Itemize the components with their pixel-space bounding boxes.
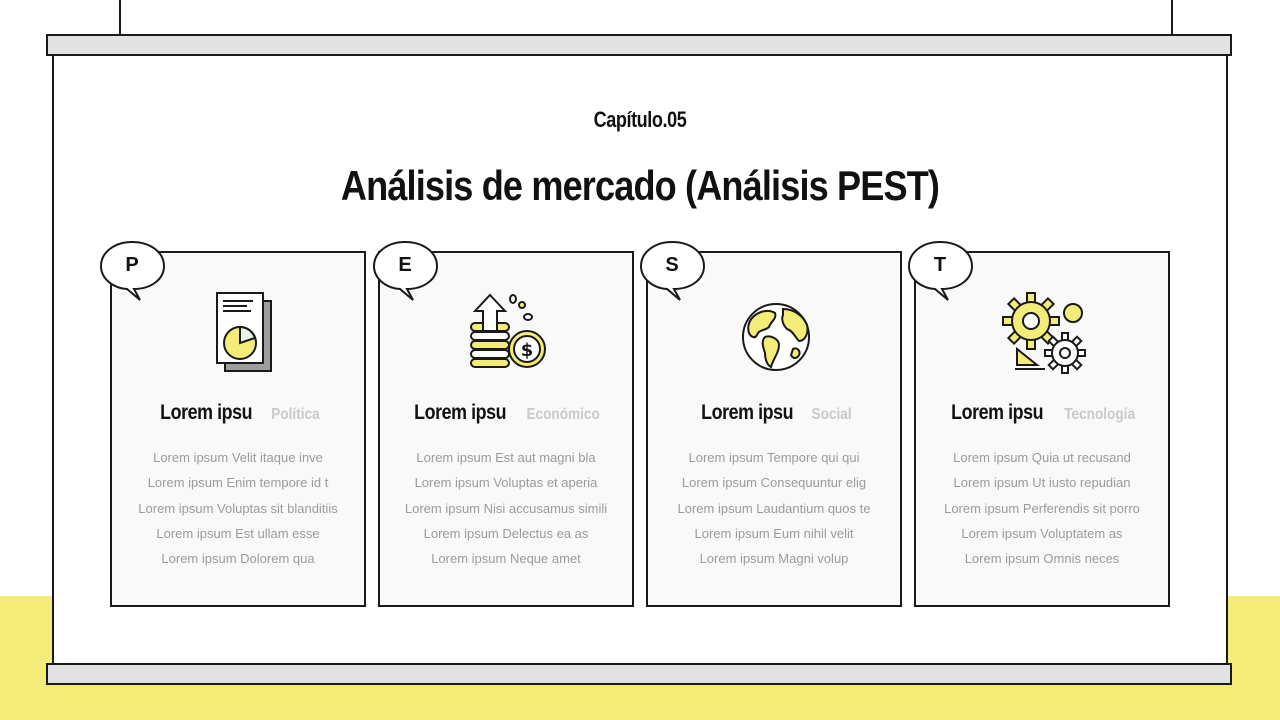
- hanger-line-right: [1171, 0, 1173, 34]
- card-text-line: Lorem ipsum Perferendis sit porro: [944, 500, 1140, 516]
- top-rail: [46, 34, 1232, 56]
- card-text-line: Lorem ipsum Voluptatem as: [961, 525, 1123, 541]
- globe-icon: [731, 289, 821, 379]
- card-heading: [380, 401, 632, 425]
- card-text-line: Lorem ipsum Consequuntur elig: [681, 475, 867, 491]
- coins-growth-icon: [463, 289, 553, 379]
- card-heading-main: Lorem ipsu: [413, 401, 506, 424]
- card-text-line: Lorem ipsum Delectus ea as: [423, 525, 589, 541]
- speech-bubble-p: [99, 240, 169, 304]
- card-text-line: Lorem ipsum Est aut magni bla: [416, 450, 596, 465]
- pest-letter: S: [665, 254, 679, 276]
- gears-icon: [999, 289, 1089, 379]
- speech-bubble-t: [907, 240, 977, 304]
- card-text-line: Lorem ipsum Voluptas et aperia: [414, 475, 598, 491]
- card-text-line: Lorem ipsum Magni volup: [699, 551, 849, 567]
- card-text-line: Lorem ipsum Enim tempore id t: [147, 475, 329, 491]
- card-text-list: [648, 445, 900, 571]
- card-heading: [648, 401, 900, 425]
- card-heading: [916, 401, 1168, 425]
- card-text-line: Lorem ipsum Voluptas sit blanditiis: [138, 500, 338, 516]
- card-heading-main: Lorem ipsu: [160, 401, 253, 424]
- slide-title: Análisis de mercado (Análisis PEST): [340, 162, 940, 209]
- card-text-line: Lorem ipsum Ut iusto repudian: [953, 475, 1131, 491]
- card-text-line: Lorem ipsum Laudantium quos te: [677, 500, 871, 516]
- speech-bubble-e: [372, 240, 442, 304]
- card-category: Política: [271, 406, 320, 423]
- card-category: Social: [811, 406, 852, 423]
- card-text-list: [916, 445, 1168, 571]
- card-text-line: Lorem ipsum Tempore qui qui: [688, 450, 860, 465]
- card-text-line: Lorem ipsum Velit itaque inve: [153, 450, 323, 465]
- hanger-line-left: [119, 0, 121, 34]
- card-text-line: Lorem ipsum Eum nihil velit: [694, 525, 854, 541]
- pest-card-social: [646, 251, 902, 607]
- card-text-list: [380, 445, 632, 571]
- card-category: Económico: [526, 406, 600, 423]
- card-text-line: Lorem ipsum Dolorem qua: [161, 551, 315, 567]
- pest-card-politica: [110, 251, 366, 607]
- card-text-line: Lorem ipsum Nisi accusamus simili: [404, 500, 608, 516]
- chapter-label: Capítulo.05: [593, 107, 687, 132]
- speech-bubble-s: [639, 240, 709, 304]
- report-pie-chart-icon: [195, 289, 285, 379]
- pest-letter: E: [398, 254, 412, 276]
- pest-card-economico: [378, 251, 634, 607]
- card-text-line: Lorem ipsum Neque amet: [431, 551, 581, 567]
- card-text-line: Lorem ipsum Quia ut recusand: [953, 450, 1131, 465]
- card-heading-main: Lorem ipsu: [701, 401, 794, 424]
- card-heading-main: Lorem ipsu: [951, 401, 1044, 424]
- pest-card-tecnologia: [914, 251, 1170, 607]
- pest-letter: P: [125, 254, 139, 276]
- svg-text:$: $: [520, 340, 534, 361]
- card-text-line: Lorem ipsum Est ullam esse: [156, 525, 320, 541]
- card-heading: [112, 401, 364, 425]
- card-category: Tecnología: [1063, 406, 1135, 423]
- card-text-line: Lorem ipsum Omnis neces: [964, 551, 1120, 567]
- bottom-rail: [46, 663, 1232, 685]
- pest-letter: T: [933, 254, 947, 276]
- card-text-list: [112, 445, 364, 571]
